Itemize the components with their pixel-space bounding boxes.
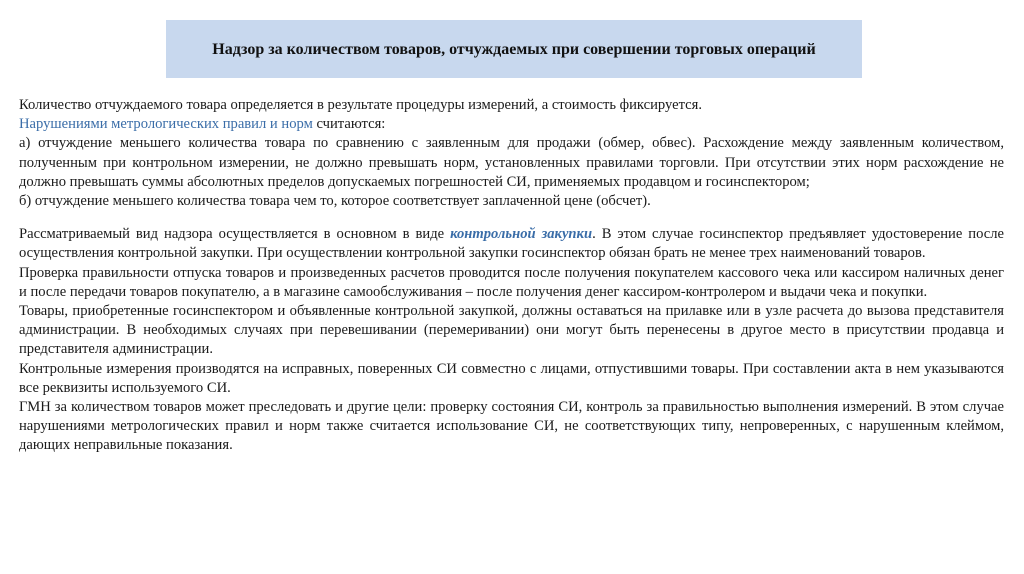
paragraph: б) отчуждение меньшего количества товара чем то, которое соответствует заплаченной цене (обсчет). xyxy=(19,193,651,210)
paragraph: Проверка правильности отпуска товаров и произведенных расчетов проводится после получения покупателем кассового чека или кассиром наличных денег и после передачи товаров покупателю, а в магазине самообслуживания – после получения денег кассиром-контролером и выдачи чека и покупки. xyxy=(19,264,1004,300)
paragraph-text: считаются: xyxy=(312,116,386,133)
paragraph-text: . В этом случае госинспектор предъявляет удостоверение после осуществления контрольной закупки. При осуществлении контрольной закупки госинспектор обязан брать не менее трех наименований товаров. xyxy=(19,226,1004,262)
paragraph: ГМН за количеством товаров может преследовать и другие цели: проверку состояния СИ, контроль за правильностью выполнения измерений. В этом случае нарушениями метрологических правил и норм также считается использование СИ, не соответствующих типу, непроверенных, с нарушенным клеймом, дающих неправильные показания. xyxy=(19,399,1004,454)
paragraph: Товары, приобретенные госинспектором и объявленные контрольной закупкой, должны оставаться на прилавке или в узле расчета до вызова представителя администрации. В необходимых случаях при перевешивании (перемеривании) они могут быть перенесены в другое место в присутствии продавца и представителя администрации. xyxy=(19,303,1004,358)
paragraph: а) отчуждение меньшего количества товара по сравнению с заявленным для продажи (обмер, обвес). Расхождение между заявленным количеством, полученным при контрольном измерении, не должно превышать норм, установленных правилами торговли. При отсутствии этих норм расхождение не должно превышать суммы абсолютных пределов допускаемых погрешностей СИ, применяемых продавцом и госинспектором; xyxy=(19,135,1004,190)
paragraph xyxy=(19,225,1004,263)
paragraph: Контрольные измерения производятся на исправных, поверенных СИ совместно с лицами, отпустившими товары. При составлении акта в нем указываются все реквизиты используемого СИ. xyxy=(19,360,1004,396)
page-title: Надзор за количеством товаров, отчуждаемых при совершении торговых операций xyxy=(212,40,816,58)
highlight-term: Нарушениями метрологических правил и норм xyxy=(19,116,313,133)
paragraph: Количество отчуждаемого товара определяется в результате процедуры измерений, а стоимость фиксируется. xyxy=(19,97,703,113)
paragraph xyxy=(19,115,1004,134)
title-banner xyxy=(166,20,862,78)
body-text xyxy=(19,96,1004,456)
paragraph-text: Рассматриваемый вид надзора осуществляется в основном в виде xyxy=(19,226,451,243)
paragraph-gap xyxy=(19,211,1004,225)
highlight-term: контрольной закупки xyxy=(450,226,593,243)
